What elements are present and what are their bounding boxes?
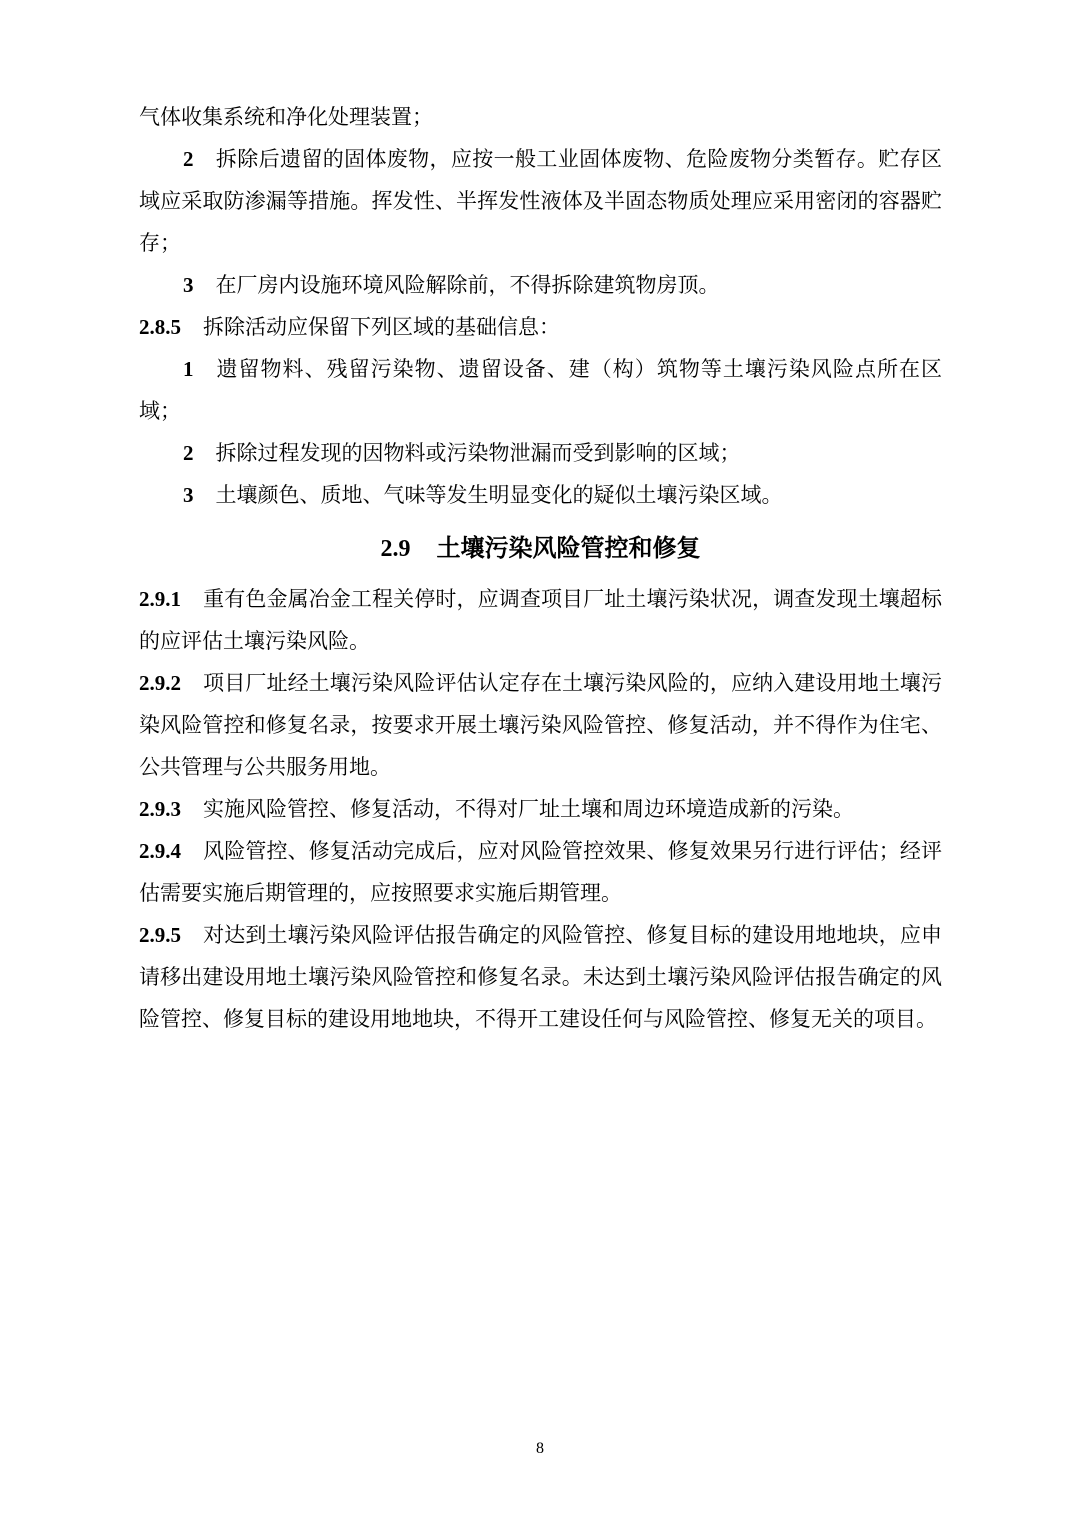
item-text: 遗留物料、残留污染物、遗留设备、建（构）筑物等土壤污染风险点所在区域； xyxy=(139,357,942,423)
clause-number: 2.9.4 xyxy=(139,839,181,863)
section-title: 土壤污染风险管控和修复 xyxy=(436,533,701,562)
page-number: 8 xyxy=(536,1440,544,1457)
clause-text: 对达到土壤污染风险评估报告确定的风险管控、修复目标的建设用地地块，应申请移出建设用地土壤污染风险管控和修复名录。未达到土壤污染风险评估报告确定的风险管控、修复目标的建设用地地块，不得开工建设任何与风险管控、修复无关的项目。 xyxy=(139,923,942,1031)
item-number: 1 xyxy=(183,357,194,381)
item-number: 3 xyxy=(183,273,194,297)
clause-2-8-5 xyxy=(139,306,942,348)
section-heading xyxy=(139,527,942,570)
section-number: 2.9 xyxy=(380,536,411,562)
clause-number: 2.9.5 xyxy=(139,923,181,947)
paragraph-continuation xyxy=(139,96,942,138)
clause-text: 项目厂址经土壤污染风险评估认定存在土壤污染风险的，应纳入建设用地土壤污染风险管控和修复名录，按要求开展土壤污染风险管控、修复活动，并不得作为住宅、公共管理与公共服务用地。 xyxy=(139,671,942,779)
clause-2-9-3 xyxy=(139,788,942,830)
item-text: 拆除后遗留的固体废物，应按一般工业固体废物、危险废物分类暂存。贮存区域应采取防渗漏等措施。挥发性、半挥发性液体及半固态物质处理应采用密闭的容器贮存； xyxy=(139,147,942,255)
item-text: 拆除过程发现的因物料或污染物泄漏而受到影响的区域； xyxy=(215,441,741,465)
list-item-2 xyxy=(139,432,942,474)
list-item-1 xyxy=(139,348,942,432)
item-number: 2 xyxy=(183,441,194,465)
paragraph-text: 气体收集系统和净化处理装置； xyxy=(139,105,433,129)
page-body xyxy=(139,96,942,1040)
item-number: 2 xyxy=(183,147,194,171)
clause-text: 拆除活动应保留下列区域的基础信息： xyxy=(203,315,560,339)
item-text: 土壤颜色、质地、气味等发生明显变化的疑似土壤污染区域。 xyxy=(215,483,783,507)
clause-2-9-2 xyxy=(139,662,942,788)
item-number: 3 xyxy=(183,483,194,507)
list-item-2 xyxy=(139,138,942,264)
list-item-3 xyxy=(139,474,942,516)
clause-2-9-1 xyxy=(139,578,942,662)
clause-2-9-4 xyxy=(139,830,942,914)
clause-text: 风险管控、修复活动完成后，应对风险管控效果、修复效果另行进行评估；经评估需要实施后期管理的，应按照要求实施后期管理。 xyxy=(139,839,942,905)
clause-number: 2.8.5 xyxy=(139,315,181,339)
clause-2-9-5 xyxy=(139,914,942,1040)
item-text: 在厂房内设施环境风险解除前，不得拆除建筑物房顶。 xyxy=(215,273,720,297)
list-item-3 xyxy=(139,264,942,306)
clause-text: 实施风险管控、修复活动，不得对厂址土壤和周边环境造成新的污染。 xyxy=(203,797,854,821)
clause-number: 2.9.1 xyxy=(139,587,181,611)
clause-number: 2.9.2 xyxy=(139,671,181,695)
clause-text: 重有色金属冶金工程关停时，应调查项目厂址土壤污染状况，调查发现土壤超标的应评估土壤污染风险。 xyxy=(139,587,942,653)
clause-number: 2.9.3 xyxy=(139,797,181,821)
